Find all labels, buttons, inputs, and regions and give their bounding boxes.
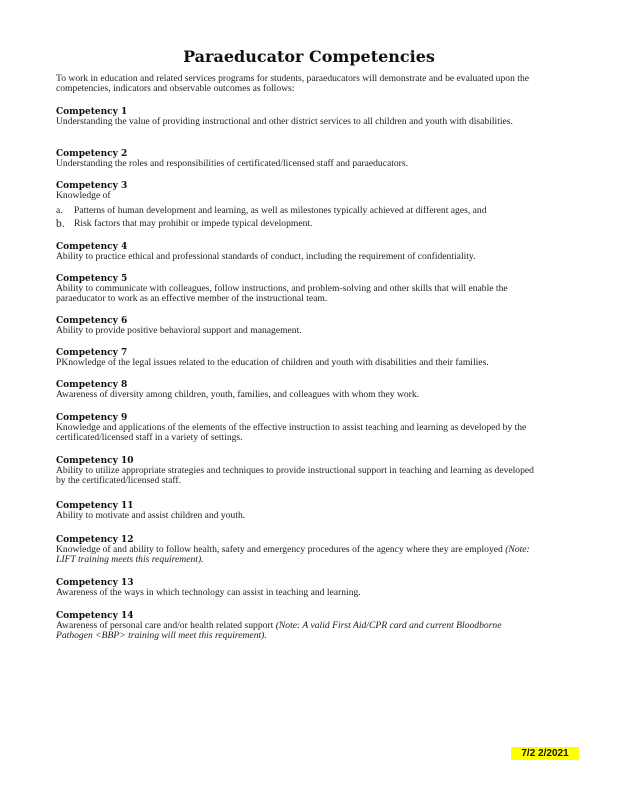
competency-2: [56, 149, 536, 169]
competency-heading: Competency 13: [56, 578, 134, 588]
competency-5: [56, 274, 536, 304]
competency-note: (Note: LIFT training meets this requirement).: [56, 544, 530, 565]
competency-3-item-a: [56, 205, 536, 217]
competency-note: (Note: A valid First Aid/CPR card and current Bloodborne Pathogen <BBP> training will meet this requirement).: [56, 620, 502, 641]
item-text: Risk factors that may prohibit or impede typical development.: [74, 218, 313, 229]
competency-text: Ability to provide positive behavioral support and management.: [56, 325, 302, 336]
competency-text: Understanding the roles and responsibilities of certificated/licensed staff and paraeducators.: [56, 158, 409, 169]
competency-heading: Competency 2: [56, 149, 128, 159]
competency-text: Understanding the value of providing instructional and other district services to all children and youth with disabilities.: [56, 116, 513, 127]
competency-text: Awareness of the ways in which technology can assist in teaching and learning.: [56, 587, 361, 598]
competency-4: [56, 242, 536, 262]
competency-heading: Competency 7: [56, 348, 128, 358]
competency-text: [56, 545, 536, 565]
competency-text: Ability to communicate with colleagues, follow instructions, and problem-solving and other skills that will enable the paraeducator to work as an effective member of the instructional team.: [56, 283, 508, 304]
competency-3-item-b: [56, 218, 536, 230]
competency-9: [56, 413, 536, 443]
competency-10: [56, 456, 536, 486]
intro-paragraph: To work in education and related services programs for students, paraeducators will demonstrate and be evaluated upon the competencies, indicators and observable outcomes as follows:: [56, 73, 529, 94]
competency-main-text: Knowledge of and ability to follow health, safety and emergency procedures of the agency where they are employed: [56, 544, 506, 555]
competency-main-text: Awareness of personal care and/or health related support: [56, 620, 276, 631]
competency-6: [56, 316, 536, 336]
competency-text: Knowledge and applications of the elements of the effective instruction to assist teaching and learning as developed by the certificated/licensed staff in a variety of settings.: [56, 422, 527, 443]
competency-1: [56, 107, 536, 127]
competency-13: [56, 578, 536, 598]
item-letter: b.: [56, 218, 65, 230]
date-stamp: 7/2 2/2021: [511, 747, 579, 760]
competency-heading: Competency 10: [56, 456, 134, 466]
competency-heading: Competency 14: [56, 611, 134, 621]
competency-text: [56, 621, 536, 641]
competency-heading: Competency 4: [56, 242, 128, 252]
competency-text: Ability to motivate and assist children and youth.: [56, 510, 246, 521]
competency-text: PKnowledge of the legal issues related to the education of children and youth with disabilities and their families.: [56, 357, 489, 368]
document-title: Paraeducator Competencies: [183, 47, 435, 66]
competency-text: Ability to utilize appropriate strategies and techniques to provide instructional support in teaching and learning as developed by the certificated/licensed staff.: [56, 465, 534, 486]
competency-11: [56, 501, 536, 521]
competency-3: [56, 181, 536, 230]
competency-heading: Competency 5: [56, 274, 128, 284]
item-text: Patterns of human development and learning, as well as milestones typically achieved at different ages, and: [74, 205, 487, 216]
competency-heading: Competency 1: [56, 107, 128, 117]
competency-heading: Competency 6: [56, 316, 128, 326]
competency-12: [56, 535, 536, 565]
competency-text: Ability to practice ethical and professional standards of conduct, including the requirement of confidentiality.: [56, 251, 476, 262]
item-letter: a.: [56, 205, 63, 216]
competency-8: [56, 380, 536, 400]
competency-heading: Competency 9: [56, 413, 128, 423]
competency-text: Awareness of diversity among children, youth, families, and colleagues with whom they work.: [56, 389, 420, 400]
competency-heading: Competency 11: [56, 501, 134, 511]
competency-heading: Competency 3: [56, 181, 128, 191]
competency-heading: Competency 8: [56, 380, 128, 390]
competency-7: [56, 348, 536, 368]
competency-text: Knowledge of: [56, 190, 111, 201]
competency-14: [56, 611, 536, 641]
competency-heading: Competency 12: [56, 535, 134, 545]
